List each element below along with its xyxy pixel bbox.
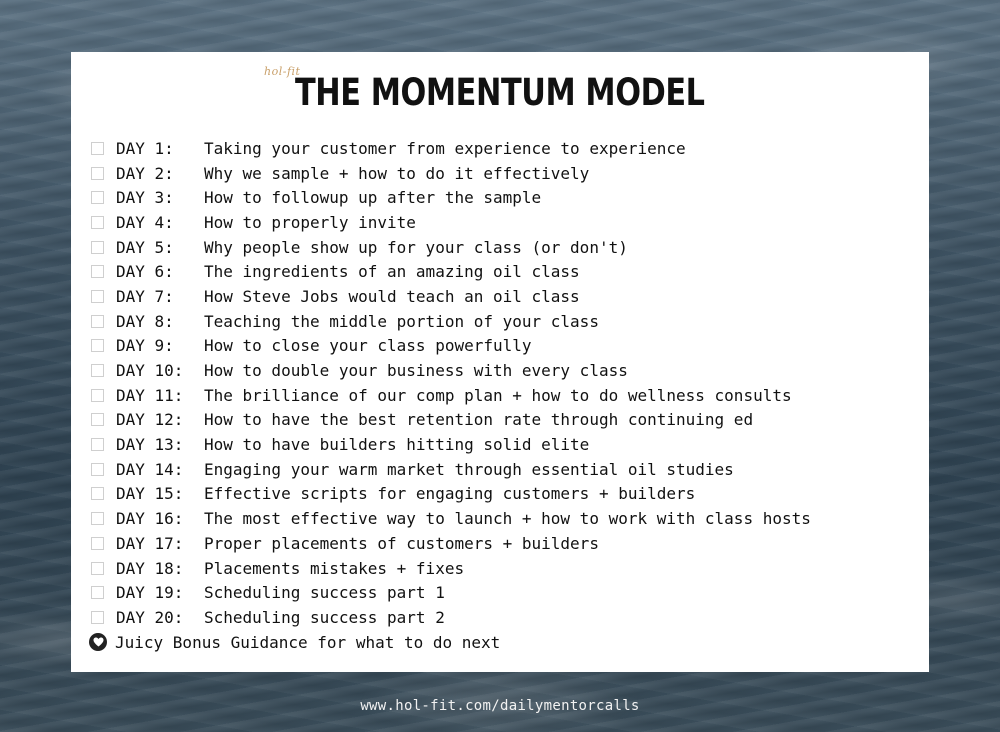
day-topic: Why we sample + how to do it effectively [204,163,590,183]
list-item [91,358,811,383]
footer-url[interactable]: www.hol-fit.com/dailymentorcalls [360,698,640,714]
day-topic: How to have builders hitting solid elite [204,435,590,455]
day-label: DAY 1: [116,138,174,158]
checkbox[interactable] [91,167,104,180]
list-item [91,235,811,260]
checkbox[interactable] [91,562,104,575]
list-item [91,556,811,581]
day-topic: How to properly invite [204,212,416,232]
day-label: DAY 15: [116,484,184,504]
day-label: DAY 7: [116,286,174,306]
checkbox[interactable] [91,216,104,229]
day-topic: Why people show up for your class (or don't) [204,237,628,257]
checkbox[interactable] [91,290,104,303]
day-label: DAY 10: [116,361,184,381]
day-label: DAY 8: [116,311,174,331]
list-item [91,605,811,630]
bonus-item [91,630,811,655]
brand-logo: hol-fit [264,65,301,78]
list-item [91,457,811,482]
checkbox[interactable] [91,389,104,402]
day-topic: How to double your business with every class [204,361,628,381]
day-label: DAY 11: [116,385,184,405]
heart-icon [89,633,107,651]
day-label: DAY 18: [116,558,184,578]
day-label: DAY 2: [116,163,174,183]
checkbox[interactable] [91,142,104,155]
checkbox[interactable] [91,265,104,278]
day-topic: The ingredients of an amazing oil class [204,262,580,282]
page-title: THE MOMENTUM MODEL [295,71,705,114]
day-topic: Engaging your warm market through essential oil studies [204,459,734,479]
checkbox[interactable] [91,537,104,550]
list-item [91,408,811,433]
bonus-text: Juicy Bonus Guidance for what to do next [115,632,501,652]
checkbox[interactable] [91,611,104,624]
day-topic: How to close your class powerfully [204,336,532,356]
day-label: DAY 13: [116,435,184,455]
content-card [71,52,929,672]
checkbox[interactable] [91,364,104,377]
checkbox[interactable] [91,463,104,476]
day-topic: The brilliance of our comp plan + how to do wellness consults [204,385,792,405]
list-item [91,259,811,284]
checkbox[interactable] [91,339,104,352]
list-item [91,284,811,309]
checkbox[interactable] [91,438,104,451]
checkbox[interactable] [91,413,104,426]
day-list [91,136,811,654]
day-label: DAY 6: [116,262,174,282]
checkbox[interactable] [91,586,104,599]
list-item [91,482,811,507]
day-label: DAY 19: [116,583,184,603]
day-label: DAY 14: [116,459,184,479]
day-topic: Proper placements of customers + builders [204,533,599,553]
checkbox[interactable] [91,191,104,204]
day-topic: Effective scripts for engaging customers + builders [204,484,696,504]
day-label: DAY 20: [116,607,184,627]
list-item [91,334,811,359]
day-topic: How Steve Jobs would teach an oil class [204,286,580,306]
list-item [91,506,811,531]
day-topic: Taking your customer from experience to experience [204,138,686,158]
day-topic: How to followup up after the sample [204,188,542,208]
checkbox[interactable] [91,512,104,525]
day-label: DAY 9: [116,336,174,356]
day-label: DAY 17: [116,533,184,553]
day-topic: The most effective way to launch + how to work with class hosts [204,509,811,529]
day-topic: Scheduling success part 1 [204,583,445,603]
list-item [91,161,811,186]
day-label: DAY 12: [116,410,184,430]
checkbox[interactable] [91,241,104,254]
day-topic: How to have the best retention rate through continuing ed [204,410,754,430]
day-label: DAY 16: [116,509,184,529]
day-label: DAY 3: [116,188,174,208]
list-item [91,383,811,408]
list-item [91,210,811,235]
day-label: DAY 5: [116,237,174,257]
day-label: DAY 4: [116,212,174,232]
day-topic: Scheduling success part 2 [204,607,445,627]
checkbox[interactable] [91,315,104,328]
day-topic: Placements mistakes + fixes [204,558,465,578]
list-item [91,309,811,334]
list-item [91,531,811,556]
checkbox[interactable] [91,487,104,500]
day-topic: Teaching the middle portion of your class [204,311,599,331]
list-item [91,580,811,605]
list-item [91,136,811,161]
list-item [91,185,811,210]
list-item [91,432,811,457]
